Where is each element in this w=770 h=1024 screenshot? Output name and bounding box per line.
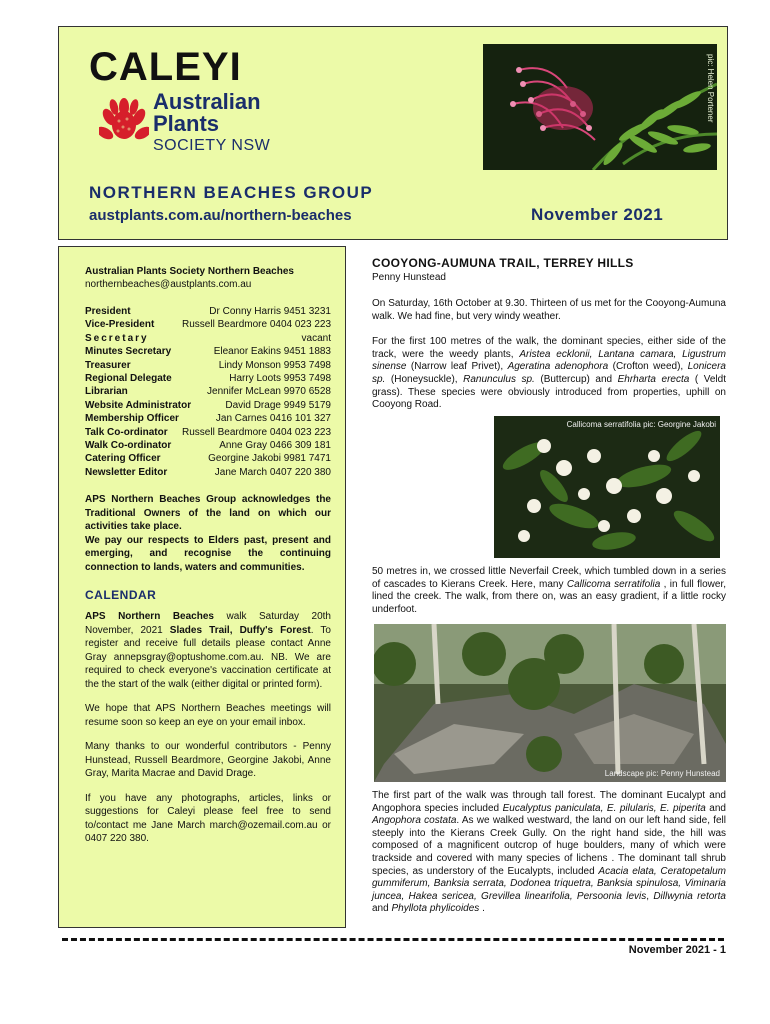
article-paragraph: 50 metres in, we crossed little Neverfail Creek, which tumbled down in a series of cascades to Kierans Creek. Here, many Callicoma serratifolia , in full flower, lined the creek. The walk, from there on, was an easy gradient, if a little rocky underfoot. (372, 566, 727, 615)
officer-row: Treasurer Lindy Monson 9953 7498 (85, 359, 331, 371)
meetings-note: We hope that APS Northern Beaches meetings will resume soon so keep an eye on your email inbox. (85, 703, 331, 728)
newsletter-title: CALEYI (89, 45, 242, 89)
officer-row: Librarian Jennifer McLean 9970 6528 (85, 386, 331, 398)
officer-row: Walk Co-ordinator Anne Gray 0466 309 181 (85, 440, 331, 452)
article-paragraph: The first part of the walk was through tall forest. The dominant Eucalypt and Angophora species included Eucalyptus paniculata, E. pilularis, E. piperita and Angophora costata. As we walked westward, the land on our left hand side, fell steeply into the Kierans Creek Gully. On the right hand side, the hill was composed of a magnificent outcrop of huge boulders, many of which were trackside and covered with many species of lichens . The dominant tall shrub species, as understory of the Eucalypts, included Acacia elata, Ceratopetalum gummiferum, Banksia serrata, Dodonea triquetra, Banksia spinulosa, Viminaria juncea, Hakea sericea, Grevillea linearifolia, Persoonia levis, Dillwynia retorta and Phyllota phylicoides . (372, 790, 727, 915)
article-title: COOYONG-AUMUNA TRAIL, TERREY HILLS (372, 256, 634, 270)
sidebar-panel (58, 246, 346, 928)
landscape-photo-credit: Landscape pic: Penny Hunstead (604, 769, 720, 778)
officer-row: Minutes Secretary Eleanor Eakins 9451 1883 (85, 346, 331, 358)
officer-row: President Dr Conny Harris 9451 3231 (85, 306, 331, 317)
masthead (58, 26, 728, 240)
submissions-note: If you have any photographs, articles, links or suggestions for Caleyi please feel free to send to/contact me Jane March march@ozemail.com.au or 0407 220 380. (85, 792, 331, 845)
page-footer: November 2021 - 1 (628, 944, 726, 956)
acknowledgement-of-country: APS Northern Beaches Group acknowledges the Traditional Owners of the land on which our activities take place. We pay our respects to Elders past, present and emerging, and recognise the continuing connection to lands, waters and communities. (85, 494, 331, 573)
article-byline: Penny Hunstead (372, 272, 446, 283)
article-paragraph: For the first 100 metres of the walk, the dominant species, either side of the track, were the weedy plants, Aristea ecklonii, Lantana camara, Ligustrum sinense (Narrow leaf Privet), Ageratina adenophora (Crofton weed), Lonicera sp. (Honeysuckle), Ranunculus sp. (Buttercup) and Ehrharta erecta ( Veldt grass). These species were obviously introduced from properties, uphill on Cooyong Road. (372, 336, 726, 411)
group-name: NORTHERN BEACHES GROUP (89, 183, 374, 202)
officer-row: Newsletter Editor Jane March 0407 220 380 (85, 466, 331, 478)
hero-photo-grevillea (483, 44, 717, 170)
officer-row: Vice-President Russell Beardmore 0404 023 223 (85, 319, 331, 331)
landscape-photo (374, 624, 726, 782)
article (372, 256, 726, 412)
article-paragraph: On Saturday, 16th October at 9.30. Thirteen of us met for the Cooyong-Aumuna walk. We had fine, but very windy weather. (372, 298, 726, 322)
hero-photo-credit: pic: Helen Portener (706, 54, 715, 123)
officer-row: Website Administrator David Drage 9949 5179 (85, 399, 331, 411)
group-url[interactable]: austplants.com.au/northern-beaches (89, 207, 352, 224)
aps-logo-text: Australian Plants (153, 89, 261, 136)
contributors-note: Many thanks to our wonderful contributors - Penny Hunstead, Russell Beardmore, Georgine Jakobi, Anne Gray, Marita Macrae and David Drage. (85, 741, 331, 780)
officer-row: Membership Officer Jan Carnes 0416 101 327 (85, 413, 331, 425)
officer-row: Catering Officer Georgine Jakobi 9981 7471 (85, 453, 331, 465)
callicoma-photo (494, 416, 720, 558)
officer-list (85, 305, 331, 479)
waratah-logo-icon (99, 95, 149, 151)
callicoma-photo-credit: Callicoma serratifolia pic: Georgine Jakobi (566, 420, 716, 429)
calendar-heading: CALENDAR (85, 588, 157, 603)
officer-row: Talk Co-ordinator Russell Beardmore 0404 023 223 (85, 426, 331, 438)
aps-logo-subtitle: SOCIETY NSW (153, 137, 271, 154)
officer-row: Secretary vacant (85, 332, 331, 344)
officer-row: Regional Delegate Harry Loots 9953 7498 (85, 373, 331, 385)
society-email[interactable]: northernbeaches@austplants.com.au (85, 279, 252, 290)
society-name: Australian Plants Society Northern Beaches (85, 266, 294, 277)
calendar-entry: APS Northern Beaches walk Saturday 20th November, 2021 Slades Trail, Duffy's Forest. To register and receive full details please contact Anne Gray annepsgray@optushome.com.au. NB. We are required to check everyone's vaccination certificate at the the start of the walk (either digital or printed form). (85, 611, 331, 690)
issue-date: November 2021 (531, 205, 664, 224)
footer-divider (62, 938, 724, 942)
